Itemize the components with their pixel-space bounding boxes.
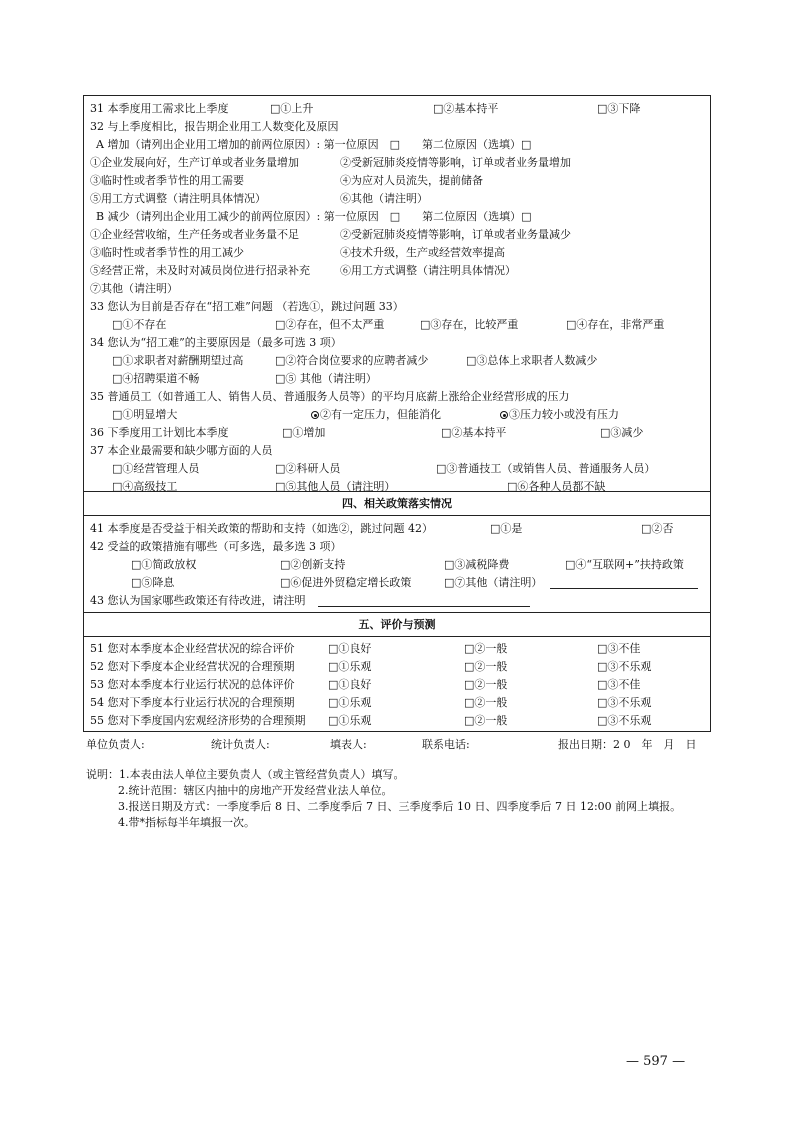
q32-b-title: B 减少（请列出企业用工减少的前两位原因）: 第一位原因 □ 第二位原因（选填）□: [96, 210, 532, 223]
q32-a-title: A 增加（请列出企业用工增加的前两位原因）: 第一位原因 □ 第二位原因（选填）□: [96, 138, 532, 151]
q51-option-3[interactable]: □③不佳: [597, 642, 641, 655]
q35-option-3[interactable]: ③压力较小或没有压力: [500, 408, 619, 422]
q34-option-2[interactable]: □②符合岗位要求的应聘者减少: [275, 354, 429, 367]
q42-option-4[interactable]: □④“互联网+”扶持政策: [565, 558, 684, 571]
q32-a-option-3: ③临时性或者季节性的用工需要: [90, 174, 244, 187]
q32-b-option-5: ⑤经营正常，未及时对减员岗位进行招录补充: [90, 264, 310, 277]
q37-option-6[interactable]: □⑥各种人员都不缺: [507, 480, 606, 493]
section-5-title: 五、评价与预测: [358, 618, 436, 631]
note-3: 3.报送日期及方式：一季度季后 8 日、二季度季后 7 日、三季度季后 10 日、四季度季后 7 日 12:00 前网上填报。: [118, 800, 682, 813]
filler-label: 填表人:: [330, 738, 367, 751]
q33-option-3[interactable]: □③存在，比较严重: [420, 318, 519, 331]
q36-option-3[interactable]: □③减少: [600, 426, 644, 439]
q33-label: 33 您认为目前是否存在“招工难”问题 （若选①，跳过问题 33）: [90, 300, 404, 313]
q41-label: 41 本季度是否受益于相关政策的帮助和支持（如选②，跳过问题 42）: [90, 522, 433, 535]
q31-option-3[interactable]: □③下降: [597, 102, 641, 115]
q55-option-2[interactable]: □②一般: [464, 714, 508, 727]
q54-option-2[interactable]: □②一般: [464, 696, 508, 709]
note-4: 4.带*指标每半年填报一次。: [118, 816, 255, 829]
divider: [83, 636, 711, 637]
radio-filled-icon: [311, 411, 319, 419]
q31-option-1[interactable]: □①上升: [270, 102, 314, 115]
q53-option-2[interactable]: □②一般: [464, 678, 508, 691]
q32-b-option-7: ⑦其他（请注明）: [90, 282, 178, 295]
q36-label: 36 下季度用工计划比本季度: [90, 426, 229, 439]
divider: [83, 612, 711, 613]
q54-option-1[interactable]: □①乐观: [328, 696, 372, 709]
report-date-label: 报出日期：2 0 年 月 日: [558, 738, 697, 751]
q42-other-input-line[interactable]: [550, 588, 698, 589]
q41-option-1[interactable]: □①是: [490, 522, 523, 535]
q32-a-option-5: ⑤用工方式调整（请注明具体情况）: [90, 192, 266, 205]
q31-option-2[interactable]: □②基本持平: [433, 102, 499, 115]
q54-option-3[interactable]: □③不乐观: [597, 696, 652, 709]
stat-head-label: 统计负责人:: [211, 738, 270, 751]
q55-option-3[interactable]: □③不乐观: [597, 714, 652, 727]
q32-a-option-4: ④为应对人员流失，提前储备: [340, 174, 483, 187]
q33-option-1[interactable]: □①不存在: [112, 318, 167, 331]
q53-option-1[interactable]: □①良好: [328, 678, 372, 691]
q35-label: 35 普通员工（如普通工人、销售人员、普通服务人员等）的平均月底薪上涨给企业经营形成的压力: [90, 390, 570, 403]
q33-option-2[interactable]: □②存在，但不太严重: [275, 318, 385, 331]
q42-option-3[interactable]: □③减税降费: [444, 558, 510, 571]
q53-option-3[interactable]: □③不佳: [597, 678, 641, 691]
q32-a-option-2: ②受新冠肺炎疫情等影响，订单或者业务量增加: [340, 156, 571, 169]
q42-option-7[interactable]: □⑦其他（请注明）: [444, 576, 543, 589]
q35-option-1[interactable]: □①明显增大: [112, 408, 178, 421]
q37-option-2[interactable]: □②科研人员: [275, 462, 341, 475]
q37-option-1[interactable]: □①经营管理人员: [112, 462, 200, 475]
q34-option-3[interactable]: □③总体上求职者人数减少: [466, 354, 598, 367]
q34-option-4[interactable]: □④招聘渠道不畅: [112, 372, 200, 385]
q52-option-2[interactable]: □②一般: [464, 660, 508, 673]
unit-head-label: 单位负责人:: [86, 738, 145, 751]
q42-option-6[interactable]: □⑥促进外贸稳定增长政策: [280, 576, 412, 589]
q32-a-option-1: ①企业发展向好，生产订单或者业务量增加: [90, 156, 299, 169]
q43-input-line[interactable]: [318, 606, 530, 607]
q34-label: 34 您认为“招工难”的主要原因是（最多可选 3 项）: [90, 336, 342, 349]
q32-b-option-1: ①企业经营收缩，生产任务或者业务量不足: [90, 228, 299, 241]
q55-option-1[interactable]: □①乐观: [328, 714, 372, 727]
q37-option-4[interactable]: □④高级技工: [112, 480, 178, 493]
page-number: — 597 —: [626, 1054, 686, 1069]
q54-label: 54 您对下季度本行业运行状况的合理预期: [90, 696, 295, 709]
q41-option-2[interactable]: □②否: [641, 522, 674, 535]
divider: [83, 491, 711, 492]
q52-option-3[interactable]: □③不乐观: [597, 660, 652, 673]
q36-option-2[interactable]: □②基本持平: [441, 426, 507, 439]
q31-label: 31 本季度用工需求比上季度: [90, 102, 229, 115]
radio-filled-icon: [500, 411, 508, 419]
q55-label: 55 您对下季度国内宏观经济形势的合理预期: [90, 714, 306, 727]
phone-label: 联系电话:: [422, 738, 470, 751]
q52-label: 52 您对下季度本企业经营状况的合理预期: [90, 660, 295, 673]
q32-b-option-6: ⑥用工方式调整（请注明具体情况）: [340, 264, 516, 277]
q35-option-2[interactable]: ②有一定压力，但能消化: [311, 408, 441, 422]
q32-b-option-2: ②受新冠肺炎疫情等影响，订单或者业务量减少: [340, 228, 571, 241]
note-1: 说明：1.本表由法人单位主要负责人（或主管经营负责人）填写。: [86, 768, 405, 781]
q43-label: 43 您认为国家哪些政策还有待改进，请注明: [90, 594, 306, 607]
q51-option-1[interactable]: □①良好: [328, 642, 372, 655]
q32-label: 32 与上季度相比，报告期企业用工人数变化及原因: [90, 120, 339, 133]
q34-option-5[interactable]: □⑤ 其他（请注明）: [275, 372, 377, 385]
divider: [83, 515, 711, 516]
q37-option-3[interactable]: □③普通技工（或销售人员、普通服务人员）: [436, 462, 656, 475]
q51-label: 51 您对本季度本企业经营状况的综合评价: [90, 642, 295, 655]
q32-b-option-4: ④技术升级，生产或经营效率提高: [340, 246, 505, 259]
q37-label: 37 本企业最需要和缺少哪方面的人员: [90, 444, 273, 457]
section-4-title: 四、相关政策落实情况: [342, 497, 452, 510]
q42-option-2[interactable]: □②创新支持: [280, 558, 346, 571]
q52-option-1[interactable]: □①乐观: [328, 660, 372, 673]
q33-option-4[interactable]: □④存在，非常严重: [566, 318, 665, 331]
q42-option-1[interactable]: □①简政放权: [131, 558, 197, 571]
q34-option-1[interactable]: □①求职者对薪酬期望过高: [112, 354, 244, 367]
note-2: 2.统计范围：辖区内抽中的房地产开发经营业法人单位。: [118, 784, 393, 797]
q51-option-2[interactable]: □②一般: [464, 642, 508, 655]
q42-option-5[interactable]: □⑤降息: [131, 576, 175, 589]
q37-option-5[interactable]: □⑤其他人员（请注明）: [275, 480, 396, 493]
q53-label: 53 您对本季度本行业运行状况的总体评价: [90, 678, 295, 691]
q36-option-1[interactable]: □①增加: [282, 426, 326, 439]
q32-b-option-3: ③临时性或者季节性的用工减少: [90, 246, 244, 259]
q42-label: 42 受益的政策措施有哪些（可多选，最多选 3 项）: [90, 540, 342, 553]
q32-a-option-6: ⑥其他（请注明）: [340, 192, 428, 205]
